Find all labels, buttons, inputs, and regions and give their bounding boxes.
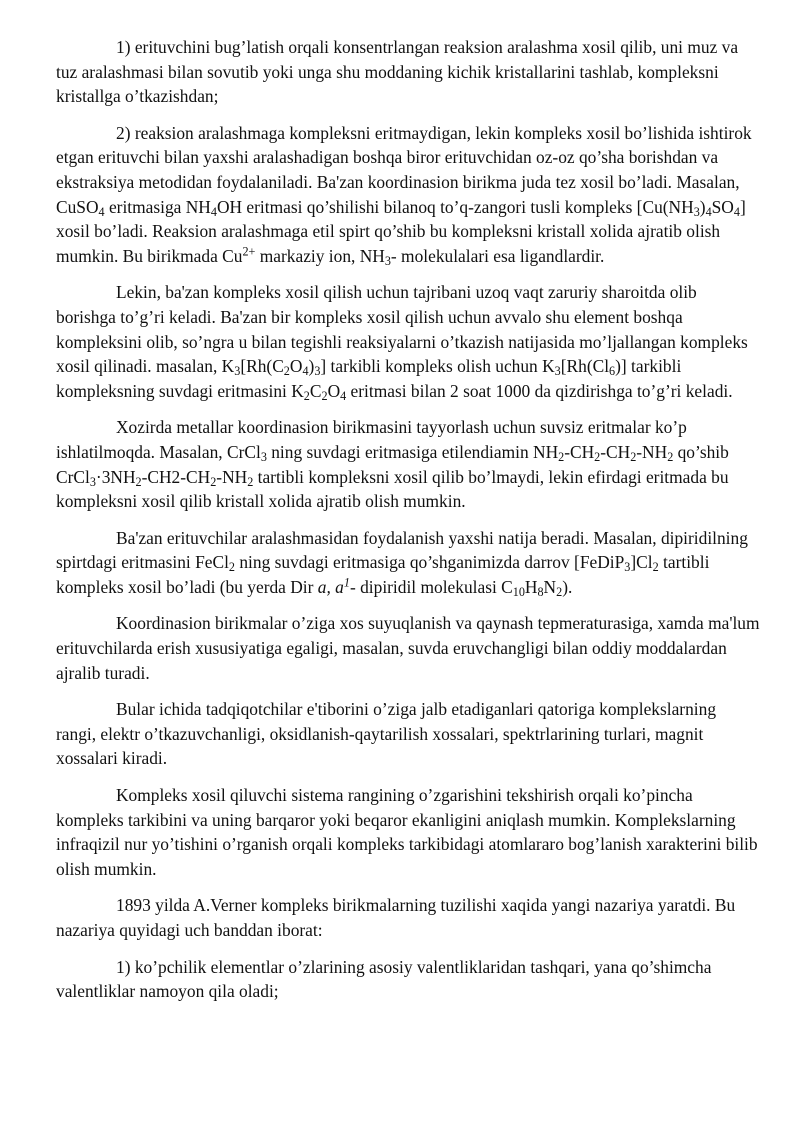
text-run: -CH: [564, 441, 595, 462]
text-run: -CH: [600, 441, 631, 462]
text-run: eritmasiga NH: [104, 196, 211, 217]
subscript: 10: [512, 584, 525, 599]
text-run: OH eritmasi qo’shilishi bilanoq to’q-zangori tusli kompleks [Cu(NH: [216, 196, 694, 217]
text-run: [Rh(Cl: [560, 356, 610, 377]
text-run: Xozirda metallar koordinasion birikmasini tayyorlash uchun suvsiz eritmalar ko’p ishlatilmoqda. Masalan, CrCl: [56, 417, 687, 462]
text-run: ·3NH: [95, 466, 136, 487]
text-run: H: [524, 576, 538, 597]
subscript: 6: [609, 364, 616, 379]
subscript: 2: [556, 584, 563, 599]
subscript: 2: [210, 474, 217, 489]
subscript: 4: [98, 204, 105, 219]
subscript: 2: [303, 388, 310, 403]
subscript: 2: [283, 364, 290, 379]
subscript: 2: [247, 474, 254, 489]
italic-superscript: 1: [343, 575, 350, 590]
paragraph-1: 1) erituvchini bug’latish orqali konsentrlangan reaksion aralashma xosil qilib, uni muz va tuz aralashmasi bilan sovutib yoki unga shu moddaning kichik kristallarini tashlab, kompleksni kristallga o’tkazishdan;: [56, 37, 739, 107]
subscript: 3: [234, 364, 241, 379]
text-run: O: [289, 356, 303, 377]
subscript: 2: [135, 474, 142, 489]
subscript: 3: [314, 364, 321, 379]
text-run: markaziy ion, NH: [255, 245, 385, 266]
paragraph-4: [56, 415, 760, 513]
superscript: 2+: [242, 244, 256, 259]
text-run: -CH2-CH: [141, 466, 211, 487]
subscript: 4: [210, 204, 217, 219]
text-run: ): [699, 196, 706, 217]
subscript: 2: [558, 449, 565, 464]
subscript: 3: [89, 474, 96, 489]
text-run: Ba'zan erituvchilar aralashmasidan foydalanish yaxshi natija beradi. Masalan, dipiridilning spirtdagi eritmasini FeCl: [56, 527, 748, 573]
text-run: -NH: [216, 466, 248, 487]
paragraph-5: [56, 526, 760, 600]
text-run: tartibli kompleks xosil bo’ladi (bu yerda Dir: [56, 552, 710, 597]
subscript: 3: [384, 253, 391, 268]
subscript: 8: [537, 584, 544, 599]
italic-text: a, a: [317, 576, 344, 597]
text-run: -NH: [636, 441, 668, 462]
text-run: C: [309, 380, 322, 401]
subscript: 2: [228, 560, 235, 575]
text-run: )] tarkibli kompleksning suvdagi eritmasini K: [56, 356, 682, 401]
text-run: - dipiridil molekulasi C: [349, 576, 513, 597]
text-run: 2) reaksion aralashmaga kompleksni eritmaydigan, lekin kompleks xosil bo’lishida ishtirok etgan erituvchi bilan yaxshi aralashadigan boshqa biror erituvchidan oz-oz qo’sha borishdan va ekstraksiya metodidan foydalaniladi. Ba'zan koordinasion birikma juda tez xosil bo’ladi. Masalan, CuSO: [56, 122, 752, 217]
subscript: 3: [693, 204, 700, 219]
text-run: ] tarkibli kompleks olish uchun K: [320, 356, 555, 377]
text-run: Lekin, ba'zan kompleks xosil qilish uchun tajribani uzoq vaqt zaruriy sharoitda olib borishga to’g’ri keladi. Ba'zan bir kompleks xosil qilish uchun avvalo shu element boshqa kompleksini olib, so’ngra u bilan tegishli reaksiyalarni o’tkazish natijasida mo’ljallangan kompleks xosil qilinadi. masalan, K: [56, 282, 748, 377]
paragraph-2: [56, 121, 760, 269]
text-run: ning suvdagi eritmasiga etilendiamin NH: [266, 441, 559, 462]
text-run: ning suvdagi eritmasiga qo’shganimizda darrov [FeDiP: [235, 552, 625, 573]
text-run: ).: [562, 576, 573, 597]
subscript: 4: [302, 364, 309, 379]
text-run: eritmasi bilan 2 soat 1000 da qizdirishga to’g’ri keladi.: [346, 380, 733, 401]
paragraph-8: Kompleks xosil qiluvchi sistema rangining o’zgarishini tekshirish orqali ko’pincha kompleks tarkibini va uning barqaror yoki beqaror ekanligini aniqlash mumkin. Komplekslarning infraqizil nur yo’tishini o’rganish orqali kompleks tarkibidagi atomlararo bog’lanish xarakterini bilib olish mumkin.: [56, 785, 758, 879]
subscript: 2: [630, 449, 637, 464]
text-run: ]Cl: [630, 552, 653, 573]
paragraph-3: [56, 280, 760, 403]
subscript: 4: [705, 204, 712, 219]
subscript: 3: [624, 560, 631, 575]
text-run: tartibli kompleksni xosil qilib bo’lmaydi, lekin efirdagi eritmada bu kompleksni xosil qilib kristall xolida ajratib olish mumkin.: [56, 466, 729, 512]
text-run: N: [543, 576, 557, 597]
subscript: 2: [652, 560, 659, 575]
subscript: 3: [260, 449, 267, 464]
paragraph-6: Koordinasion birikmalar o’ziga xos suyuqlanish va qaynash tepmeraturasiga, xamda ma'lum erituvchilarda erish xususiyatiga egaligi, masalan, suvda eruvchangligi bilan oddiy moddalardan ajralib turadi.: [56, 613, 760, 683]
text-run: O: [327, 380, 341, 401]
text-run: ): [308, 356, 315, 377]
subscript: 2: [321, 388, 328, 403]
text-run: qo’shib CrCl: [56, 441, 729, 487]
paragraph-10: 1) ko’pchilik elementlar o’zlarining asosiy valentliklaridan tashqari, yana qo’shimcha valentliklar namoyon qila oladi;: [56, 956, 712, 1002]
text-run: ] xosil bo’ladi. Reaksion aralashmaga etil spirt qo’shib bu kompleksni kristall xolida ajratib olish mumkin. Bu birikmada Cu: [56, 196, 746, 266]
text-run: [Rh(C: [240, 356, 284, 377]
paragraph-9: 1893 yilda A.Verner kompleks birikmalarning tuzilishi xaqida yangi nazariya yaratdi. Bu nazariya quyidagi uch banddan iborat:: [56, 895, 736, 940]
subscript: 4: [340, 388, 347, 403]
subscript: 2: [594, 449, 601, 464]
text-run: SO: [711, 196, 734, 217]
subscript: 3: [554, 364, 561, 379]
paragraph-7: Bular ichida tadqiqotchilar e'tiborini o’ziga jalb etadiganlari qatoriga komplekslarning rangi, elektr o’tkazuvchanligi, oksidlanish-qaytarilish xossalari, spektrlarining turlari, magnit xossalari kiradi.: [56, 699, 717, 769]
subscript: 2: [667, 449, 674, 464]
text-run: - molekulalari esa ligandlardir.: [390, 245, 605, 266]
subscript: 4: [733, 204, 740, 219]
